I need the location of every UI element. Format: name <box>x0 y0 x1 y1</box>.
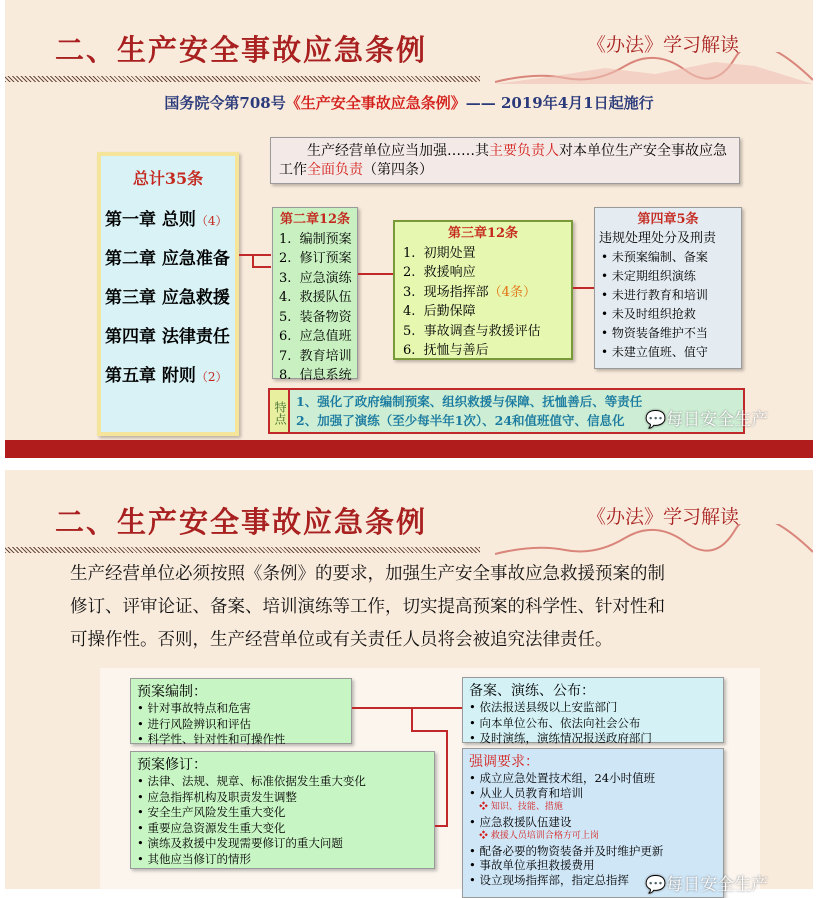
slide-title: 二、生产安全事故应急条例 <box>55 505 428 539</box>
quote-box <box>270 137 740 184</box>
list-item: 3. 应急演练 <box>279 270 352 286</box>
connector <box>411 730 447 732</box>
wechat-icon: 💬 <box>645 410 667 430</box>
list-item: • 演练及救援中发现需要修订的重大问题 <box>137 836 343 850</box>
chapter-name: 第五章 附则 <box>105 366 196 386</box>
watermark-text: 每日安全生产 <box>666 410 769 430</box>
list-item: • 成立应急处置技术组，24小时值班 <box>469 771 656 785</box>
list-item: • 其他应当修订的情形 <box>137 851 251 866</box>
list-item: • 及时演练，演练情况报送政府部门 <box>469 731 652 745</box>
list-item: 2. 救援响应 <box>403 265 476 280</box>
intro-paragraph <box>70 558 665 657</box>
list-item: • 安全生产风险发生重大变化 <box>137 805 286 819</box>
connector <box>352 707 462 709</box>
list-item: • 重要应急资源发生重大变化 <box>137 820 286 835</box>
chapter-2-title: 第二章12条 <box>279 212 351 227</box>
list-item: • 物资装备维护不当 <box>601 326 708 340</box>
list-item: 4. 救援队伍 <box>279 290 352 305</box>
slide-subtitle: 《办法》学习解读 <box>587 506 740 528</box>
list-item: ❖ 救援人员培训合格方可上岗 <box>479 831 599 841</box>
quote-text: 生产经营单位应当加强……其 <box>307 143 489 159</box>
revise-box <box>130 751 435 869</box>
list-item: 2、加强了演练（至少每半年1次）、24和值班值守、信息化 <box>296 413 625 428</box>
list-item: 1、强化了政府编制预案、组织救援与保障、抚恤善后、等责任 <box>296 394 643 409</box>
chapter-name: 第四章 法律责任 <box>105 327 230 347</box>
slide-bottom-bar <box>5 440 813 458</box>
paragraph-line: 修订、评审论证、备案、培训演练等工作，切实提高预案的科学性、针对性和 <box>70 597 665 617</box>
chapter-name: 第三章 应急救援 <box>105 288 230 308</box>
list-item: 2. 修订预案 <box>279 251 352 266</box>
filing-box <box>462 677 724 743</box>
wechat-icon: 💬 <box>645 875 667 895</box>
chapter-3-title: 第三章12条 <box>447 226 519 241</box>
chapter-item <box>105 240 231 279</box>
list-item: 5. 装备物资 <box>279 309 352 325</box>
list-item: • 未及时组织抢救 <box>601 307 696 321</box>
hatch-divider <box>5 547 480 553</box>
chapter-4-title: 第四章5条 <box>637 212 699 227</box>
chapter-4-heading: 违规处理处分及刑责 <box>599 231 717 246</box>
list-item: • 应急指挥机构及职责发生调整 <box>137 789 297 804</box>
list-item: 8. 信息系统 <box>279 368 352 383</box>
revise-title: 预案修订： <box>137 757 207 773</box>
list-item: 1. 编制预案 <box>279 231 352 247</box>
summary-title: 总计35条 <box>132 169 204 188</box>
list-item: • 未预案编制、备案 <box>601 250 708 264</box>
list-item: • 从业人员教育和培训 <box>469 785 583 800</box>
slide-1 <box>5 0 813 440</box>
list-item: • 向本单位公布、依法向社会公布 <box>469 715 641 730</box>
paragraph-line: 生产经营单位必须按照《条例》的要求，加强生产安全事故应急救援预案的制 <box>70 564 665 584</box>
list-item: 4. 后勤保障 <box>403 304 476 319</box>
watermark-text: 每日安全生产 <box>666 875 769 895</box>
paragraph-line: 可操作性。否则，生产经营单位或有关责任人员将会被追究法律责任。 <box>70 630 613 650</box>
chapter-2-box <box>272 207 358 383</box>
connector <box>411 707 413 731</box>
chapter-name: 第一章 总则 <box>105 210 196 230</box>
watermark <box>645 870 768 895</box>
slide-subtitle: 《办法》学习解读 <box>587 34 740 56</box>
list-item: • 未定期组织演练 <box>601 269 696 283</box>
filing-title: 备案、演练、公布： <box>469 683 595 699</box>
connector <box>358 273 393 275</box>
list-item: • 事故单位承担救援费用 <box>469 858 595 872</box>
emphasis-title: 强调要求： <box>469 754 539 770</box>
list-item: ❖ 知识、技能、措施 <box>479 802 563 812</box>
summary-box <box>97 152 239 436</box>
chapter-4-box <box>594 207 742 369</box>
quote-highlight: 主要负责人 <box>489 143 559 159</box>
chapter-name: 第二章 应急准备 <box>105 249 230 269</box>
list-item: 7. 教育培训 <box>279 348 352 364</box>
chapter-item <box>105 318 231 357</box>
connector <box>573 287 595 289</box>
chapter-3-box <box>393 220 573 360</box>
slide-2 <box>5 470 813 895</box>
chapter-count: （4） <box>195 214 228 228</box>
diagram <box>100 668 760 889</box>
decree-name: 《生产安全事故应急条例》 <box>285 94 466 112</box>
quote-highlight: 全面负责 <box>307 162 363 178</box>
watermark <box>645 405 768 430</box>
great-wall-decoration <box>495 52 813 84</box>
connector <box>239 254 271 256</box>
list-item: 3. 现场指挥部（4条） <box>403 284 536 300</box>
hatch-divider <box>5 76 480 82</box>
features-label: 特点 <box>270 390 290 432</box>
compile-box <box>130 678 352 744</box>
connector <box>446 730 448 826</box>
connector <box>435 825 448 827</box>
chapter-count: （2） <box>195 370 228 384</box>
list-item: 6. 抚恤与善后 <box>403 343 489 358</box>
compile-title: 预案编制： <box>137 684 207 700</box>
list-item: 1. 初期处置 <box>403 245 476 261</box>
slide-title: 二、生产安全事故应急条例 <box>55 33 428 67</box>
list-item: • 配备必要的物资装备并及时维护更新 <box>469 843 664 858</box>
decree-date: —— 2019年4月1日起施行 <box>465 94 654 112</box>
list-item: • 针对事故特点和危害 <box>137 701 251 715</box>
quote-article: （第四条） <box>363 162 433 178</box>
list-item: • 依法报送县级以上安监部门 <box>469 700 618 714</box>
quote-text: 对本单位生产安全事故应急工作 <box>279 143 727 178</box>
decree-prefix: 国务院令第708号 <box>164 94 286 112</box>
great-wall-decoration <box>495 524 813 556</box>
list-item: 5. 事故调查与救援评估 <box>403 323 541 339</box>
chapter-3-note: （4条） <box>488 284 536 300</box>
decree-line <box>5 92 813 113</box>
list-item: • 科学性、针对性和可操作性 <box>137 732 286 746</box>
list-item: 6. 应急值班 <box>279 329 352 344</box>
list-item: • 法律、法规、规章、标准依据发生重大变化 <box>137 774 366 788</box>
connector <box>252 266 271 268</box>
list-item: • 进行风险辨识和评估 <box>137 716 251 731</box>
list-item: • 应急救援队伍建设 <box>469 814 572 829</box>
list-item: • 设立现场指挥部，指定总指挥 <box>469 872 629 887</box>
list-item: • 未建立值班、值守 <box>601 345 708 359</box>
chapter-item <box>105 279 231 318</box>
list-item: • 未进行教育和培训 <box>601 288 708 302</box>
chapter-item <box>105 357 231 396</box>
chapter-item <box>105 201 231 240</box>
